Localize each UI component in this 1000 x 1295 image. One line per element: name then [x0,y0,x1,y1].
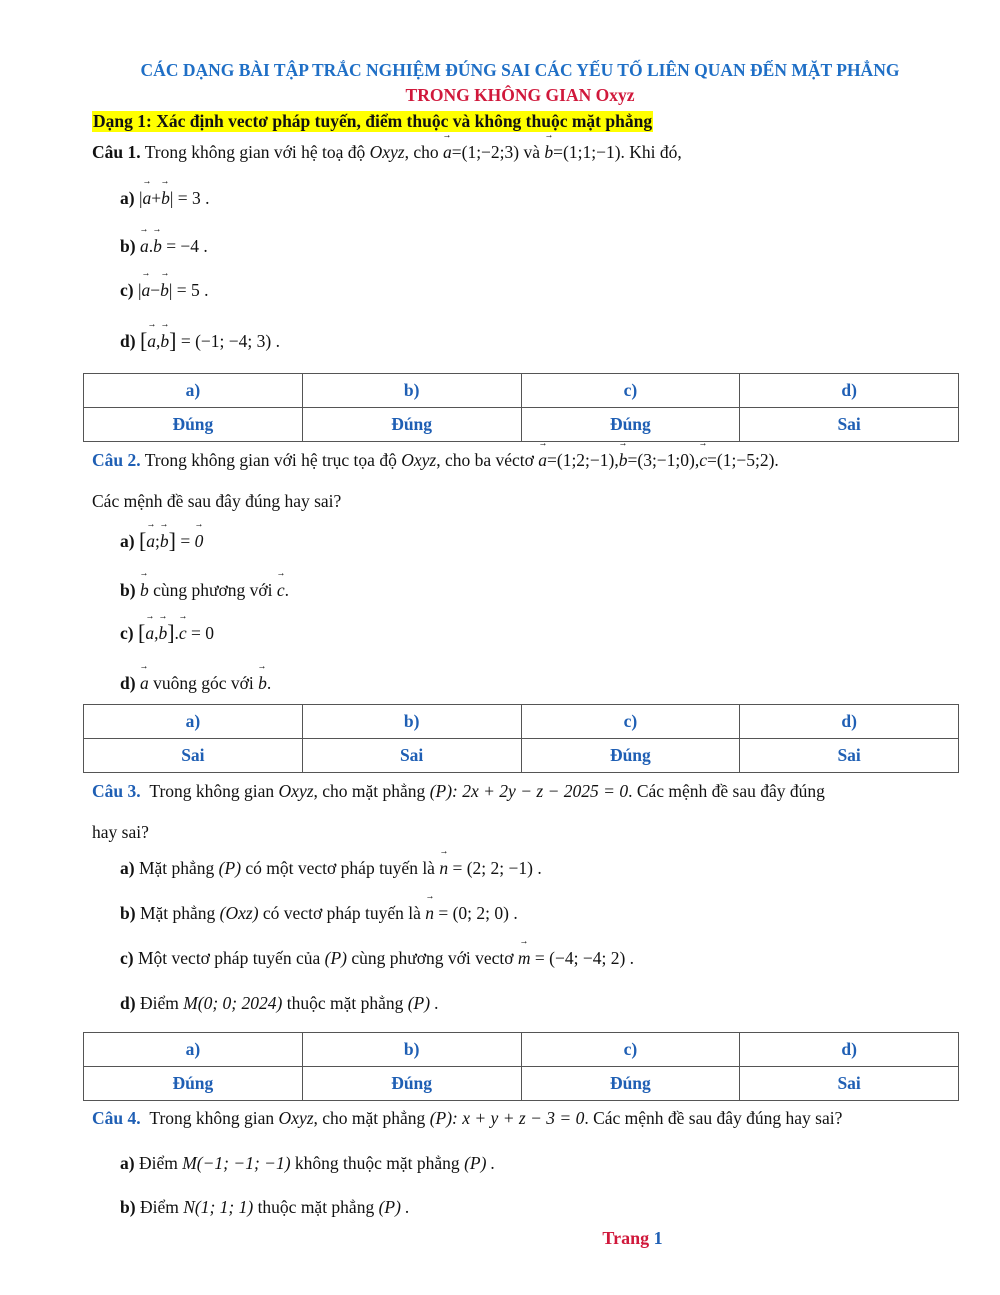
answer-b: Sai [302,739,521,773]
answer-a: Đúng [84,408,303,442]
answer-table-3 [83,1032,959,1101]
space-name: Oxyz [401,450,437,470]
question-2 [92,450,779,471]
item-expression: = (−1; −4; 3) . [180,331,280,351]
question-3-text: Trong không gian [149,781,275,801]
question-2-line2: Các mệnh đề sau đây đúng hay sai? [92,491,342,511]
question-2-item-c: c) [→ a,→ b].→ c = 0 [120,623,214,644]
page-number: 1 [653,1228,663,1248]
item-expression: = 5 . [176,280,209,300]
item-text2: cùng phương với vectơ [351,948,514,968]
vector-b-value: =(1;1;−1) [553,142,621,162]
item-label: a) [120,188,135,208]
question-3-item-d [120,993,439,1014]
item-text2: không thuộc mặt phẳng [294,1153,460,1173]
question-1-label: Câu 1. [92,142,141,162]
item-label: d) [120,993,136,1013]
question-1-item-d: d) [→ a,→ b] = (−1; −4; 3) . [120,331,280,352]
item-label: b) [120,580,136,600]
item-label: b) [120,236,136,256]
item-label: a) [120,1153,135,1173]
answer-a: Đúng [84,1067,303,1101]
item-text: Điểm [138,1153,178,1173]
question-1 [92,142,682,163]
header-c: c) [521,1033,740,1067]
item-expression-prefix: = → 0 [180,531,203,551]
item-label: c) [120,623,134,643]
vector-a-value: =(1;2;−1), [547,450,619,470]
question-4-label: Câu 4. [92,1108,141,1128]
answer-d: Sai [740,739,959,773]
vector-b: → b [619,450,628,471]
item-value: = (0; 2; 0) . [438,903,518,923]
table-header-row [84,705,959,739]
answer-c: Đúng [521,408,740,442]
answer-d: Sai [740,1067,959,1101]
question-2-end: . [774,450,779,470]
plane-name: (P) [218,858,242,878]
question-4-item-b [120,1197,410,1218]
plane-equation: (P): x + y + z − 3 = 0 [429,1108,585,1128]
question-1-end: . Khi đó, [620,142,682,162]
answer-c: Đúng [521,739,740,773]
answer-b: Đúng [302,1067,521,1101]
footer-word: Trang [602,1228,650,1248]
question-2-text2: , cho ba véctơ [436,450,534,470]
plane-equation: (P): 2x + 2y − z − 2025 = 0 [429,781,629,801]
item-label: d) [120,331,136,351]
table-row [84,1067,959,1101]
question-3-item-c: c) Một vectơ pháp tuyến của (P) cùng phương với vectơ → m = (−4; −4; 2) . [120,948,634,969]
header-a: a) [84,374,303,408]
answer-table-2 [83,704,959,773]
question-1-text2: , cho [404,142,439,162]
document-title-line2: TRONG KHÔNG GIAN Oxyz [405,85,635,105]
vector-c: → c [699,450,707,471]
space-name: Oxyz [278,1108,314,1128]
document-title-line1: CÁC DẠNG BÀI TẬP TRẮC NGHIỆM ĐÚNG SAI CÁC YẾU TỐ LIÊN QUAN ĐẾN MẶT PHẲNG [140,60,900,80]
header-b: b) [302,705,521,739]
vector-b: → b [544,142,553,163]
question-3-text3: . Các mệnh đề sau đây đúng [628,781,825,801]
item-text: vuông góc với [153,673,254,693]
header-a: a) [84,1033,303,1067]
conjunction: và [523,142,541,162]
question-1-item-a: a) |→ a+→ b| = 3 . [120,188,209,209]
table-header-row [84,374,959,408]
item-label: d) [120,673,136,693]
plane-name: (Oxz) [219,903,259,923]
item-expression: = −4 . [166,236,208,256]
question-2-item-b: b) → b cùng phương với → c. [120,580,289,601]
item-label: c) [120,280,134,300]
question-3-item-a: a) Mặt phẳng (P) có một vectơ pháp tuyến là → n = (2; 2; −1) . [120,858,542,879]
item-label: b) [120,1197,136,1217]
item-text: Một vectơ pháp tuyến của [137,948,321,968]
vector-a: → a [443,142,452,163]
header-d: d) [740,705,959,739]
item-value: = (−4; −4; 2) . [534,948,635,968]
item-expression: = 3 . [177,188,210,208]
answer-table-1 [83,373,959,442]
item-text: Điểm [139,1197,179,1217]
item-text2: thuộc mặt phẳng [286,993,404,1013]
page-footer [0,1228,1000,1249]
table-row [84,739,959,773]
answer-a: Sai [84,739,303,773]
item-label: a) [120,858,135,878]
question-2-text: Trong không gian với hệ trục tọa độ [144,450,397,470]
header-d: d) [740,374,959,408]
vector-a-value: =(1;−2;3) [451,142,520,162]
space-name: Oxyz [278,781,314,801]
plane-name: (P) . [464,1153,496,1173]
item-text2: thuộc mặt phẳng [257,1197,375,1217]
question-4-text2: , cho mặt phẳng [313,1108,426,1128]
table-row [84,408,959,442]
item-expression: = 0 [191,623,215,643]
question-4-text3: . Các mệnh đề sau đây đúng hay sai? [584,1108,843,1128]
question-2-item-a: a) [→ a;→ b] = → 0 [120,531,203,552]
plane-name: (P) . [378,1197,410,1217]
section-heading: Dạng 1: Xác định vectơ pháp tuyến, điểm thuộc và không thuộc mặt phẳng [93,111,653,131]
question-4 [92,1108,842,1129]
question-1-item-b: b) → a.→ b = −4 . [120,236,208,257]
question-3-text2: , cho mặt phẳng [313,781,426,801]
item-text: Điểm [139,993,179,1013]
item-text-end: . [284,580,289,600]
item-value: = (2; 2; −1) . [452,858,542,878]
answer-b: Đúng [302,408,521,442]
vector-b-value: =(3;−1;0), [627,450,700,470]
question-3-line2: hay sai? [92,822,149,842]
question-1-item-c: c) |→ a−→ b| = 5 . [120,280,209,301]
table-header-row [84,1033,959,1067]
question-2-label: Câu 2. [92,450,141,470]
header-c: c) [521,705,740,739]
item-label: b) [120,903,136,923]
answer-d: Sai [740,408,959,442]
header-d: d) [740,1033,959,1067]
vector-c-value: =(1;−5;2) [707,450,775,470]
question-3 [92,781,825,802]
item-text2: có một vectơ pháp tuyến là [245,858,435,878]
question-4-text: Trong không gian [149,1108,275,1128]
space-name: Oxyz [369,142,405,162]
header-a: a) [84,705,303,739]
question-4-item-a [120,1153,495,1174]
question-2-item-d: d) → a vuông góc với → b. [120,673,271,694]
item-text: cùng phương với [153,580,273,600]
header-b: b) [302,1033,521,1067]
plane-name: (P) [324,948,347,968]
point-name: M(−1; −1; −1) [182,1153,291,1173]
item-text: Mặt phẳng [139,903,216,923]
header-c: c) [521,374,740,408]
question-3-item-b: b) Mặt phẳng (Oxz) có vectơ pháp tuyến là → n = (0; 2; 0) . [120,903,518,924]
header-b: b) [302,374,521,408]
point-name: N(1; 1; 1) [183,1197,254,1217]
point-name: M(0; 0; 2024) [183,993,283,1013]
answer-c: Đúng [521,1067,740,1101]
item-text: Mặt phẳng [138,858,215,878]
item-label: c) [120,948,134,968]
item-label: a) [120,531,135,551]
vector-a: → a [538,450,547,471]
question-3-label: Câu 3. [92,781,141,801]
question-1-text: Trong không gian với hệ toạ độ [144,142,366,162]
item-text2: có vectơ pháp tuyến là [262,903,421,923]
plane-name: (P) . [407,993,439,1013]
item-text-end: . [266,673,272,693]
